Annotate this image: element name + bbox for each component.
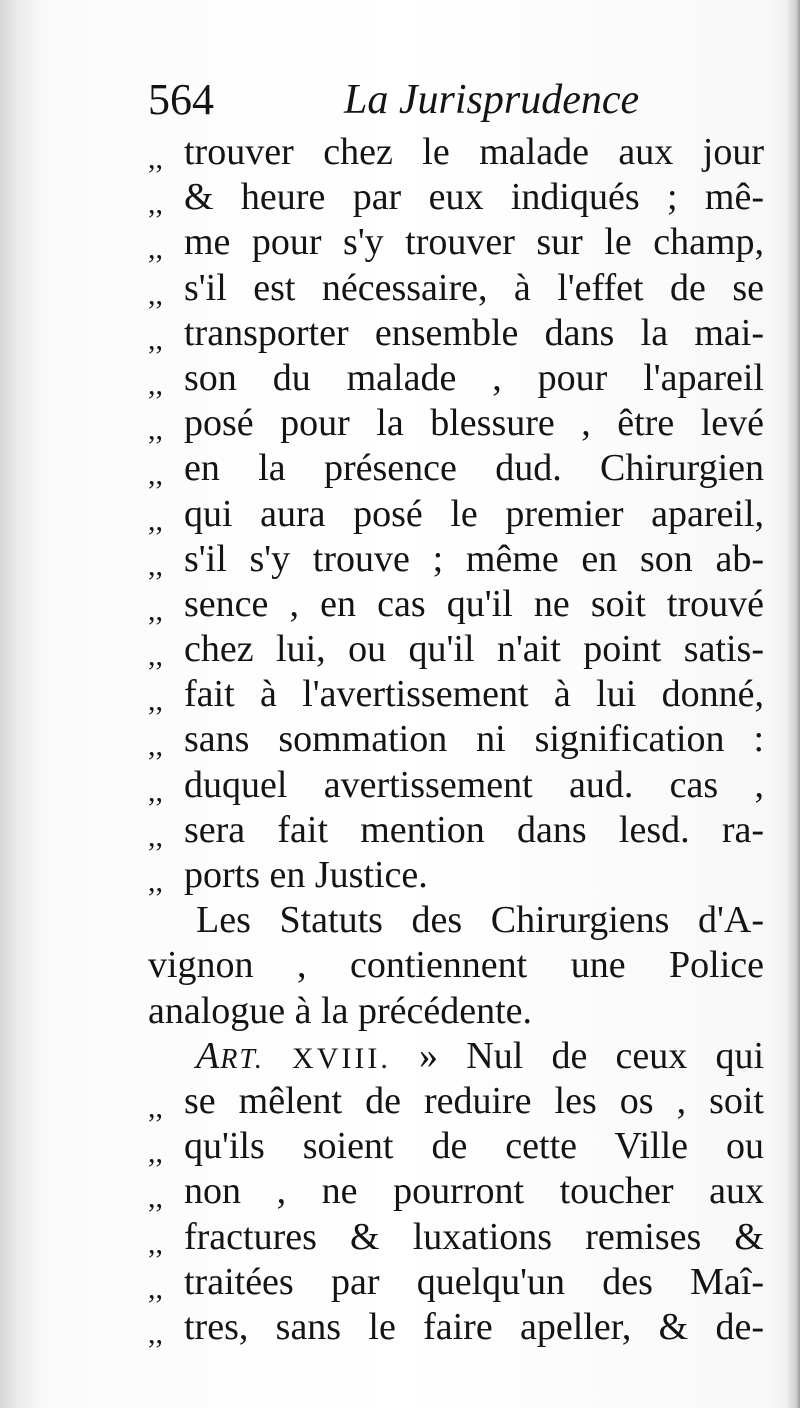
- line-text: qui aura posé le premier apareil,: [184, 492, 764, 535]
- text-line: [148, 1215, 764, 1260]
- text-line: [148, 1305, 764, 1350]
- line-text: qu'ils soient de cette Ville ou: [184, 1125, 764, 1168]
- text-line: [148, 672, 764, 717]
- line-text: traitées par quelqu'un des Maî-: [184, 1260, 764, 1303]
- quotation-mark: ,,: [148, 142, 163, 175]
- line-text: sera fait mention dans lesd. ra-: [184, 808, 764, 851]
- text-line: [148, 1079, 764, 1124]
- article-label: ART.: [196, 1034, 264, 1077]
- quoted-passage: [148, 130, 764, 898]
- quotation-mark: ,,: [148, 684, 163, 718]
- text-line: [148, 401, 764, 446]
- text-line: analogue à la précédente.: [148, 989, 532, 1032]
- text-line: [148, 311, 764, 356]
- line-text: fait à l'avertissement à lui donné,: [184, 673, 764, 716]
- text-line: [148, 582, 764, 627]
- quotation-mark: ,,: [148, 503, 163, 537]
- quotation-mark: ,,: [148, 277, 163, 311]
- quotation-mark: ,,: [148, 322, 163, 356]
- quotation-mark: ,,: [148, 1271, 163, 1305]
- text-line: [148, 1260, 764, 1305]
- page-gutter-shadow: [0, 0, 42, 1408]
- line-text: & heure par eux indiqués ; mê-: [184, 176, 764, 219]
- line-text: fractures & luxations remises &: [184, 1215, 764, 1258]
- quotation-mark: ,,: [148, 1136, 163, 1170]
- quotation-mark: ,,: [148, 232, 163, 266]
- page-header: [148, 74, 648, 126]
- line-text: s'il est nécessaire, à l'effet de se: [184, 266, 764, 309]
- quotation-mark: ,,: [148, 187, 163, 221]
- quotation-mark: ,,: [148, 548, 163, 582]
- text-line: [148, 853, 764, 898]
- line-text: son du malade , pour l'apareil: [184, 356, 764, 399]
- line-text: s'il s'y trouve ; même en son ab-: [184, 537, 764, 580]
- quotation-mark: ,,: [148, 1181, 163, 1215]
- body-text: [148, 130, 764, 1350]
- line-text: sence , en cas qu'il ne soit trouvé: [184, 582, 764, 625]
- quotation-mark: ,,: [148, 458, 163, 492]
- quotation-mark: ,,: [148, 593, 163, 627]
- quotation-mark: ,,: [148, 865, 163, 898]
- quotation-mark: ,,: [148, 413, 163, 447]
- text-line: [148, 627, 764, 672]
- line-text: chez lui, ou qu'il n'ait point satis-: [184, 628, 764, 671]
- article-heading-line: [148, 1034, 764, 1079]
- quotation-mark: ,,: [148, 367, 163, 401]
- text-line: [148, 130, 764, 175]
- text-line: [148, 220, 764, 265]
- line-text: transporter ensemble dans la mai-: [184, 311, 764, 354]
- line-text: tres, sans le faire apeller, & de-: [184, 1305, 764, 1348]
- line-text: trouver chez le malade aux jour: [184, 131, 764, 173]
- text-line: [148, 175, 764, 220]
- quotation-mark: ,,: [148, 1316, 163, 1350]
- text-line: [148, 808, 764, 853]
- line-text: non , ne pourront toucher aux: [184, 1170, 764, 1213]
- quotation-mark: ,,: [148, 639, 163, 673]
- article-quoted-passage: [148, 1079, 764, 1350]
- text-line: Les Statuts des Chirurgiens d'A-: [196, 899, 764, 942]
- text-line: vignon , contiennent une Police: [148, 944, 764, 987]
- line-text: duquel avertissement aud. cas ,: [184, 763, 764, 806]
- line-text: en la présence dud. Chirurgien: [184, 447, 764, 490]
- line-text: ports en Justice.: [184, 854, 428, 896]
- line-text: posé pour la blessure , être levé: [184, 402, 764, 445]
- text-line: [148, 266, 764, 311]
- page-edge-shadow: [786, 0, 800, 1408]
- text-line: [148, 446, 764, 491]
- text-line: [148, 1124, 764, 1169]
- running-title: La Jurisprudence: [344, 77, 640, 123]
- text-line: [148, 763, 764, 808]
- article-number: XVIII.: [292, 1041, 391, 1075]
- line-text: sans sommation ni signification :: [184, 718, 764, 761]
- line-text: se mêlent de reduire les os , soit: [184, 1079, 764, 1122]
- article-lead-text: » Nul de ceux qui: [419, 1034, 765, 1077]
- quotation-mark: ,,: [148, 819, 163, 853]
- line-text: me pour s'y trouver sur le champ,: [184, 221, 764, 264]
- text-line: [148, 492, 764, 537]
- text-line: [148, 537, 764, 582]
- quotation-mark: ,,: [148, 1226, 163, 1260]
- quotation-mark: ,,: [148, 1090, 163, 1124]
- text-line: [148, 1169, 764, 1214]
- quotation-mark: ,,: [148, 729, 163, 763]
- text-line: [148, 356, 764, 401]
- text-line: [148, 717, 764, 762]
- quotation-mark: ,,: [148, 774, 163, 808]
- page-number: 564: [148, 75, 214, 124]
